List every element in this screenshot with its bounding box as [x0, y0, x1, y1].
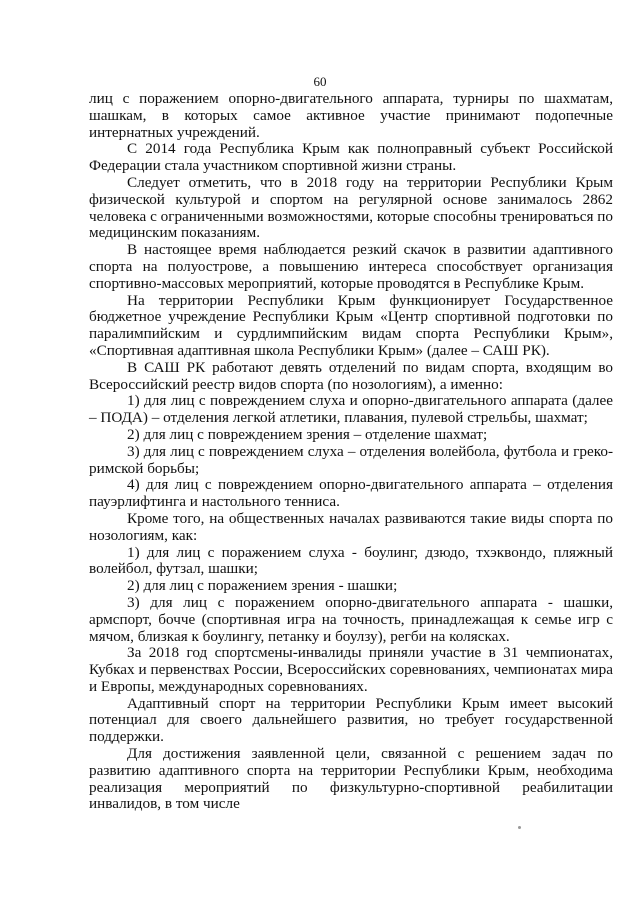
paragraph: Адаптивный спорт на территории Республики Крым имеет высокий потенциал для своего дальнейшего развития, но требует государственной поддержки. — [89, 694, 613, 746]
list-item: 3) для лиц с поражением опорно-двигательного аппарата - шашки, армспорт, бочче (спортивная игра на точность, принадлежащая к семье игр с мячом, близкая к боулингу, петанку и боулзу), регби на колясках. — [89, 593, 613, 645]
list-item: 1) для лиц с повреждением слуха и опорно-двигательного аппарата (далее – ПОДА) – отделения легкой атлетики, плавания, пулевой стрельбы, шахмат; — [89, 392, 613, 427]
paragraph: Кроме того, на общественных началах развиваются такие виды спорта по нозологиям, как: — [89, 509, 613, 544]
list-item: 3) для лиц с повреждением слуха – отделения волейбола, футбола и греко-римской борьбы; — [89, 442, 613, 477]
list-item: 2) для лиц с повреждением зрения – отделение шахмат; — [127, 425, 488, 443]
scan-speck — [518, 826, 521, 829]
paragraph: Для достижения заявленной цели, связанной с решением задач по развитию адаптивного спорта на территории Республики Крым, необходима реализация мероприятий по физкультурно-спортивной реабилитации инвалидов, в том числе — [89, 745, 613, 813]
body-text — [89, 91, 613, 813]
list-item: 4) для лиц с повреждением опорно-двигательного аппарата – отделения пауэрлифтинга и настольного тенниса. — [89, 476, 613, 511]
paragraph: С 2014 года Республика Крым как полноправный субъект Российской Федерации стала участником спортивной жизни страны. — [89, 140, 613, 175]
paragraph: Следует отметить, что в 2018 году на территории Республики Крым физической культурой и спортом на регулярной основе занималось 2862 человека с ограниченными возможностями, которые способны тренироваться по медицинским показаниям. — [89, 173, 613, 242]
paragraph: В САШ РК работают девять отделений по видам спорта, входящим во Всероссийский реестр видов спорта (по нозологиям), а именно: — [89, 358, 613, 393]
list-item: 1) для лиц с поражением слуха - боулинг, дзюдо, тхэквондо, пляжный волейбол, футзал, шашки; — [89, 543, 613, 578]
paragraph: За 2018 год спортсмены-инвалиды приняли участие в 31 чемпионатах, Кубках и первенствах России, Всероссийских соревнованиях, чемпионатах мира и Европы, международных соревнованиях. — [89, 644, 613, 695]
paragraph: В настоящее время наблюдается резкий скачок в развитии адаптивного спорта на полуострове, а повышению интереса способствует организация спортивно-массовых мероприятий, которые проводятся в Республике Крым. — [89, 241, 613, 292]
page-number: 60 — [313, 74, 327, 89]
paragraph: На территории Республики Крым функционирует Государственное бюджетное учреждение Республики Крым «Центр спортивной подготовки по паралимпийским и сурдлимпийским видам спорта Республики Крым», «Спортивная адаптивная школа Республики Крым» (далее – САШ РК). — [89, 291, 613, 359]
paragraph-continuation: лиц с поражением опорно-двигательного аппарата, турниры по шахматам, шашкам, в которых самое активное участие принимают подопечные интернатных учреждений. — [89, 90, 613, 141]
list-item: 2) для лиц с поражением зрения - шашки; — [127, 577, 398, 595]
